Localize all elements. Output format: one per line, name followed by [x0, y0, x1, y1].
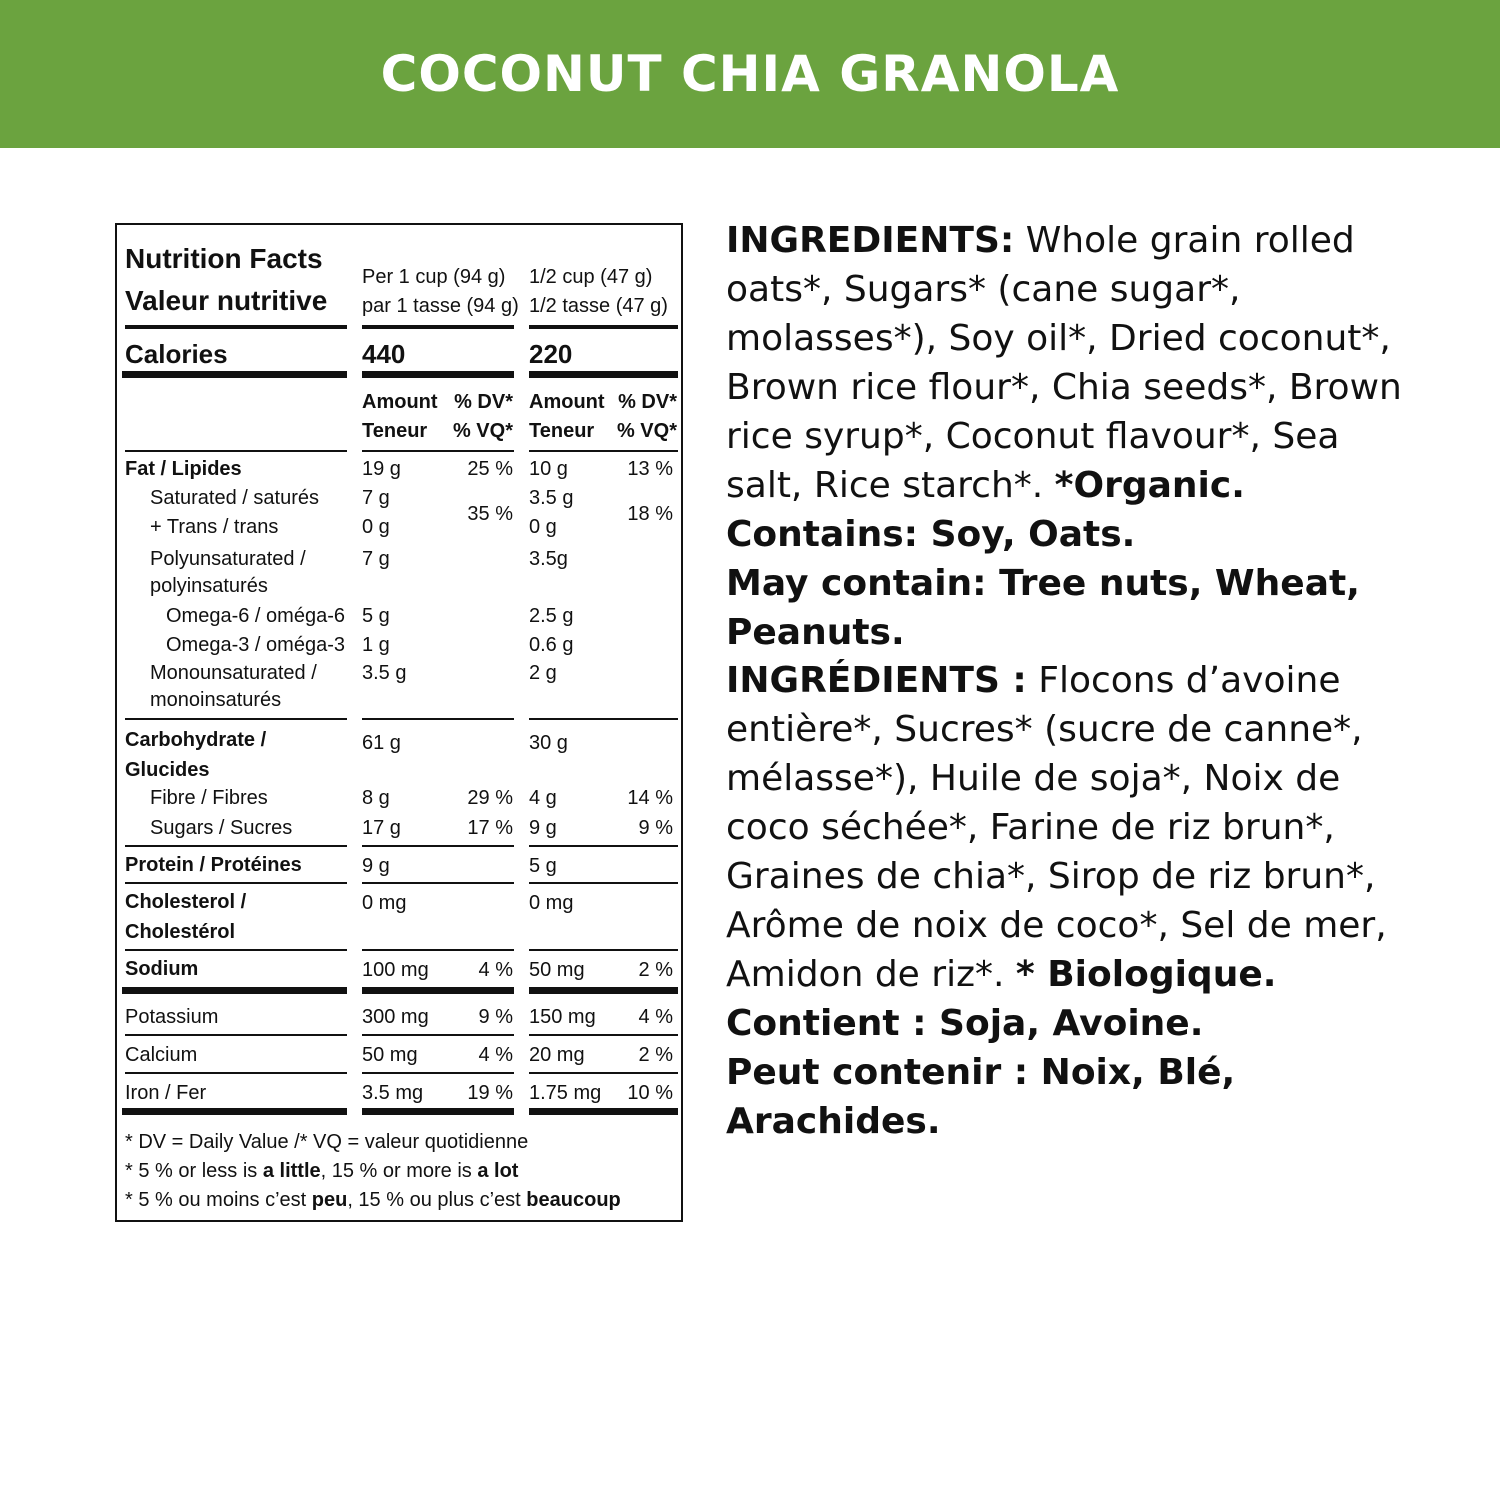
omega6-amount-1: 5 g [362, 605, 390, 627]
amount-heading-2: Amount [529, 391, 605, 413]
divider [362, 1108, 514, 1115]
calcium-amount-1: 50 mg [362, 1044, 418, 1066]
poly-label-fr: polyinsaturés [150, 575, 268, 597]
iron-dv-1: 19 % [467, 1082, 513, 1104]
divider [529, 882, 678, 884]
fat-dv-1: 25 % [467, 458, 513, 480]
serving-size-2-en: 1/2 cup (47 g) [529, 266, 653, 288]
divider [125, 882, 347, 884]
fibre-label: Fibre / Fibres [150, 787, 268, 809]
vq-heading-1: % VQ* [452, 420, 513, 442]
sugars-dv-2: 9 % [638, 817, 673, 839]
fibre-amount-1: 8 g [362, 787, 390, 809]
contains-en: Contains: Soy, Oats. [726, 514, 1136, 555]
iron-amount-2: 1.75 mg [529, 1082, 602, 1104]
divider [125, 1072, 347, 1074]
divider [362, 845, 514, 847]
chol-amount-2: 0 mg [529, 892, 574, 914]
divider [125, 1034, 347, 1036]
calcium-label: Calcium [125, 1044, 198, 1066]
sat-trans-dv-2: 18 % [627, 503, 673, 525]
divider [362, 718, 514, 720]
divider [362, 325, 514, 329]
divider [125, 949, 347, 951]
dv-heading-2: % DV* [618, 391, 677, 413]
divider [529, 949, 678, 951]
divider [529, 450, 678, 452]
sodium-dv-1: 4 % [478, 959, 513, 981]
protein-amount-1: 9 g [362, 855, 390, 877]
carb-label-en: Carbohydrate / [125, 729, 267, 751]
potassium-dv-1: 9 % [478, 1006, 513, 1028]
carb-amount-2: 30 g [529, 732, 568, 754]
trans-amount-2: 0 g [529, 516, 557, 538]
sodium-dv-2: 2 % [638, 959, 673, 981]
saturated-amount-1: 7 g [362, 487, 390, 509]
divider [122, 371, 347, 378]
calories-label: Calories [125, 339, 228, 369]
omega6-label: Omega-6 / oméga-6 [166, 605, 345, 627]
may-contain-fr: Peut contenir : Noix, Blé, Arachides. [726, 1052, 1236, 1142]
chol-amount-1: 0 mg [362, 892, 407, 914]
teneur-heading-2: Teneur [529, 420, 595, 442]
fibre-dv-2: 14 % [627, 787, 673, 809]
protein-label: Protein / Protéines [125, 854, 302, 876]
trans-amount-1: 0 g [362, 516, 390, 538]
potassium-amount-2: 150 mg [529, 1006, 596, 1028]
omega3-amount-2: 0.6 g [529, 634, 574, 656]
divider [125, 718, 347, 720]
footnote-dv: * DV = Daily Value /* VQ = valeur quotidienne [125, 1131, 529, 1153]
mono-amount-2: 2 g [529, 662, 557, 684]
footnote-en: * 5 % or less is a little, 15 % or more is a lot [125, 1160, 519, 1182]
sugars-label: Sugars / Sucres [150, 817, 293, 839]
omega6-amount-2: 2.5 g [529, 605, 574, 627]
divider [529, 845, 678, 847]
trans-label: + Trans / trans [150, 516, 279, 538]
divider [362, 882, 514, 884]
divider [362, 949, 514, 951]
divider [529, 718, 678, 720]
serving-size-1-en: Per 1 cup (94 g) [362, 266, 506, 288]
sugars-amount-1: 17 g [362, 817, 401, 839]
sugars-amount-2: 9 g [529, 817, 557, 839]
calcium-amount-2: 20 mg [529, 1044, 585, 1066]
iron-dv-2: 10 % [627, 1082, 673, 1104]
divider [125, 325, 347, 329]
divider [529, 1072, 678, 1074]
poly-label-en: Polyunsaturated / [150, 548, 306, 570]
iron-label: Iron / Fer [125, 1082, 207, 1104]
divider [529, 987, 678, 994]
divider [529, 371, 678, 378]
divider [529, 1034, 678, 1036]
fat-dv-2: 13 % [627, 458, 673, 480]
protein-amount-2: 5 g [529, 855, 557, 877]
fibre-dv-1: 29 % [467, 787, 513, 809]
carb-label-fr: Glucides [125, 759, 210, 781]
divider [362, 987, 514, 994]
potassium-amount-1: 300 mg [362, 1006, 429, 1028]
ingredients-en-text: INGREDIENTS: Whole grain rolled oats*, Sugars* (cane sugar*, molasses*), Soy oil*, Dried coconut*, Brown rice flour*, Chia seeds*, Brown rice syrup*, Coconut flavour*, Sea salt, Rice starch*. *Organic. [726, 220, 1402, 506]
mono-label-fr: monoinsaturés [150, 689, 282, 711]
divider [362, 1034, 514, 1036]
chol-label-fr: Cholestérol [125, 921, 236, 943]
ingredients-fr [726, 656, 1426, 1146]
mono-label-en: Monounsaturated / [150, 662, 317, 684]
fat-amount-2: 10 g [529, 458, 568, 480]
sat-trans-dv-1: 35 % [467, 503, 513, 525]
calories-value-1: 440 [362, 339, 406, 369]
divider [122, 987, 347, 994]
amount-heading-1: Amount [362, 391, 438, 413]
divider [362, 1072, 514, 1074]
potassium-label: Potassium [125, 1006, 219, 1028]
vq-heading-2: % VQ* [616, 420, 677, 442]
divider [362, 371, 514, 378]
omega3-label: Omega-3 / oméga-3 [166, 634, 345, 656]
potassium-dv-2: 4 % [638, 1006, 673, 1028]
may-contain-en: May contain: Tree nuts, Wheat, Peanuts. [726, 563, 1360, 653]
nutrition-facts-table [115, 223, 683, 1222]
footnote-fr: * 5 % ou moins c’est peu, 15 % ou plus c’est beaucoup [125, 1189, 621, 1211]
teneur-heading-1: Teneur [362, 420, 428, 442]
nf-heading-en: Nutrition Facts [125, 243, 323, 274]
serving-size-1-fr: par 1 tasse (94 g) [362, 295, 519, 317]
divider [125, 450, 347, 452]
nf-heading-fr: Valeur nutritive [125, 285, 328, 316]
iron-amount-1: 3.5 mg [362, 1082, 424, 1104]
calcium-dv-2: 2 % [638, 1044, 673, 1066]
poly-amount-2: 3.5g [529, 548, 568, 570]
sodium-amount-1: 100 mg [362, 959, 429, 981]
contains-fr: Contient : Soja, Avoine. [726, 1003, 1204, 1044]
divider [125, 845, 347, 847]
sugars-dv-1: 17 % [467, 817, 513, 839]
fat-label: Fat / Lipides [125, 458, 242, 480]
fat-amount-1: 19 g [362, 458, 401, 480]
omega3-amount-1: 1 g [362, 634, 390, 656]
divider [529, 1108, 678, 1115]
fibre-amount-2: 4 g [529, 787, 557, 809]
saturated-amount-2: 3.5 g [529, 487, 574, 509]
divider [529, 325, 678, 329]
divider [122, 1108, 347, 1115]
divider [362, 450, 514, 452]
product-title: COCONUT CHIA GRANOLA [380, 45, 1120, 103]
ingredients-en [726, 216, 1426, 657]
sodium-amount-2: 50 mg [529, 959, 585, 981]
sodium-label: Sodium [125, 958, 199, 980]
mono-amount-1: 3.5 g [362, 662, 407, 684]
poly-amount-1: 7 g [362, 548, 390, 570]
saturated-label: Saturated / saturés [150, 487, 319, 509]
calcium-dv-1: 4 % [478, 1044, 513, 1066]
serving-size-2-fr: 1/2 tasse (47 g) [529, 295, 668, 317]
title-banner [0, 0, 1500, 148]
chol-label-en: Cholesterol / [125, 891, 247, 913]
ingredients-fr-text: INGRÉDIENTS : Flocons d’avoine entière*, Sucres* (sucre de canne*, mélasse*), Huile de soja*, Noix de coco séchée*, Farine de riz brun*, Graines de chia*, Sirop de riz brun*, Arôme de noix de coco*, Sel de mer, Amidon de riz*. * Biologique. [726, 660, 1387, 995]
dv-heading-1: % DV* [454, 391, 513, 413]
calories-value-2: 220 [529, 339, 573, 369]
carb-amount-1: 61 g [362, 732, 401, 754]
